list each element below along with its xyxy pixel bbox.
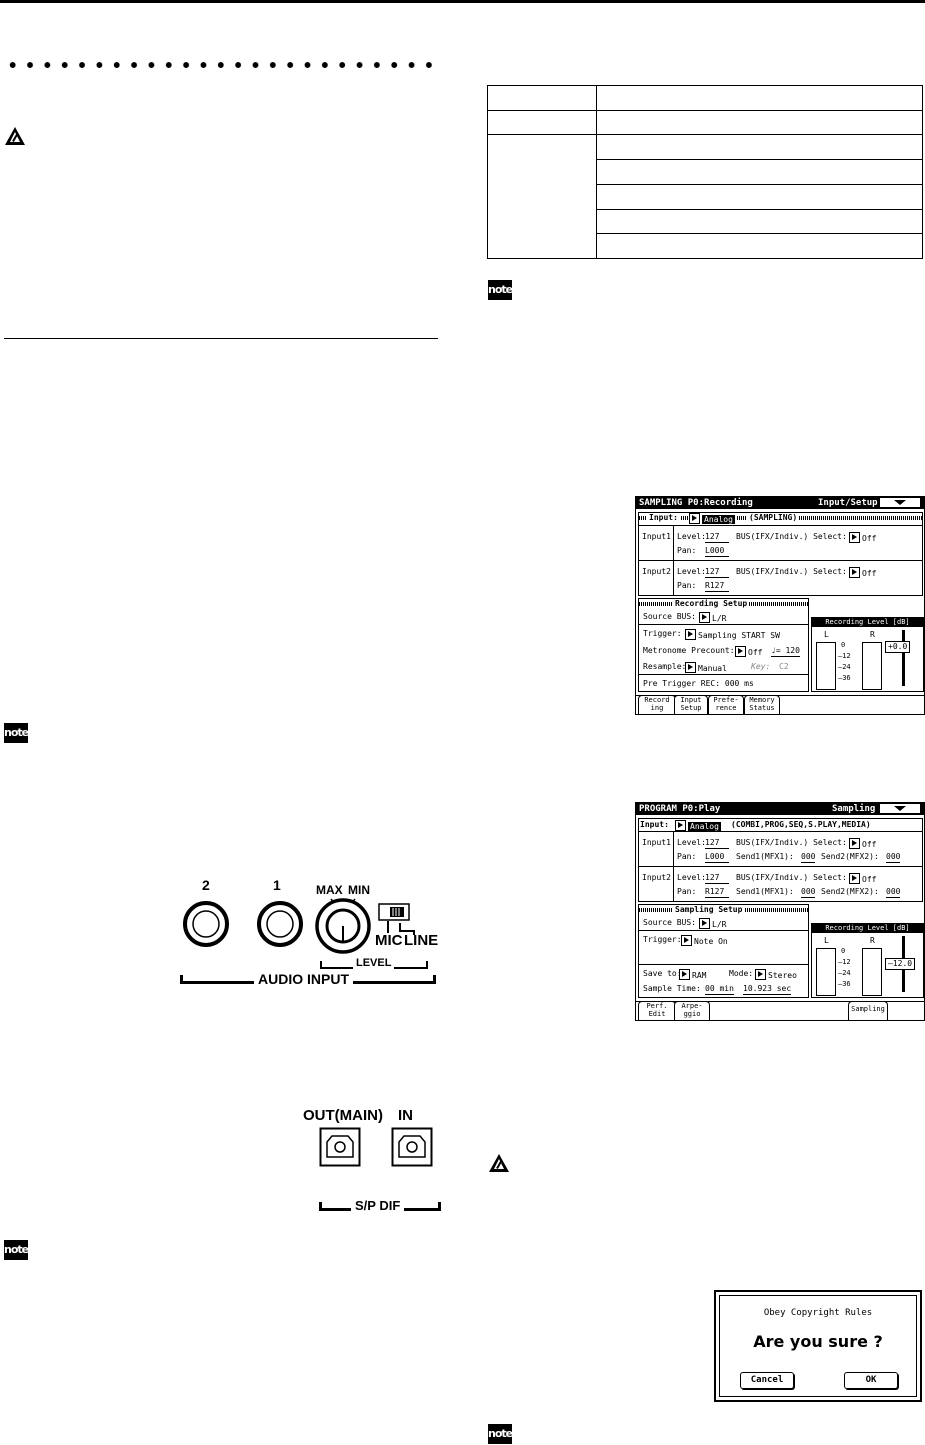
meter-scale-label: –24 [838,969,851,977]
meter-l-label: L [824,936,829,945]
meter-l-bar [816,642,836,690]
table-row [597,159,922,185]
metronome-value: Off [748,648,763,657]
meter-scale-label: –24 [838,663,851,671]
table-row [488,110,922,135]
input1-level-field[interactable]: 127 [705,838,729,849]
tab-label: Input Setup [680,696,702,712]
mode-label: Mode: [729,969,754,978]
ok-button[interactable]: OK [844,1372,898,1389]
recording-level-meter [811,923,924,998]
input1-send2-field[interactable]: 000 [886,852,901,861]
meter-r-label: R [870,630,875,639]
settings-table [487,85,923,259]
pan-label: Pan: [677,581,697,590]
tab-label: Arpe- ggio [681,1002,703,1018]
pan-label: Pan: [677,887,697,896]
screen-header [636,803,924,815]
spdif-out-port[interactable] [319,1127,361,1167]
input1-pan-field[interactable]: L000 [705,546,729,557]
dialog-title: Obey Copyright Rules [763,1308,873,1318]
pre-trigger-field[interactable]: Pre Trigger REC: 000 ms [643,679,754,688]
input2-pan-field[interactable]: R127 [705,887,729,898]
source-bus-value: L/R [712,614,727,623]
input2-pan-field[interactable]: R127 [705,581,729,592]
input2-bus-select[interactable] [849,567,876,579]
input1-pan-field[interactable]: L000 [705,852,729,863]
tab-memory-status[interactable] [744,695,780,714]
table-row [597,184,922,210]
send1-label: Send1(MFX1): [736,887,794,896]
source-bus-value: L/R [712,920,727,929]
input2-label: Input2 [642,873,671,882]
section-rule [4,338,438,339]
bus-select-label: BUS(IFX/Indiv.) Select: [736,838,847,847]
input-mode: (COMBI,PROG,SEQ,S.PLAY,MEDIA) [731,820,871,829]
note-icon: note [4,1240,28,1260]
source-bus-select[interactable] [699,918,726,930]
top-rule [0,0,925,3]
note-icon: note [488,1424,512,1444]
pan-label: Pan: [677,546,697,555]
tab-label: Perf. Edit [646,1002,668,1018]
table-row [488,86,922,111]
trigger-select[interactable] [685,629,780,641]
level-label: Level: [677,567,706,576]
mode-select[interactable] [755,969,797,981]
level-label: Level: [677,873,706,882]
spdif-label: S/P DIF [351,1198,404,1213]
sample-time-min[interactable]: 00 min [705,984,734,993]
trigger-label: Trigger: [643,935,682,944]
trigger-value: Note On [694,937,728,946]
note-icon: note [4,723,28,743]
tab-label: Record ing [644,696,670,712]
audio-input-panel [170,875,440,990]
page-menu-button[interactable] [880,498,920,507]
note-icon: note [488,280,512,300]
resample-value: Manual [698,664,727,673]
spdif-out-label: OUT(MAIN) [303,1107,383,1124]
meter-r-label: R [870,936,875,945]
setup-title: Recording Setup [675,599,748,608]
input1-level-field[interactable]: 127 [705,532,729,543]
input-value: Analog [690,822,719,831]
recording-setup-panel [638,598,809,692]
spdif-in-label: IN [398,1107,413,1124]
meter-l-label: L [824,630,829,639]
meter-scale-label: 0 [841,947,846,955]
sample-time-sec[interactable]: 10.923 sec [743,984,792,993]
tab-arpeggio[interactable] [674,1001,710,1020]
dialog-message: Are you sure ? [753,1332,883,1351]
input2-level-field[interactable]: 127 [705,567,729,578]
screen-header [636,497,924,509]
bus-select-label: BUS(IFX/Indiv.) Select: [736,873,847,882]
input2-send1-field[interactable]: 000 [801,887,816,896]
setup-title: Sampling Setup [675,905,743,914]
level-value[interactable]: +0.0 [885,641,910,653]
meter-r-bar [862,948,882,996]
input-label: Input: [640,820,669,829]
tab-sampling[interactable] [848,1001,888,1020]
meter-r-bar [862,642,882,690]
mode-value: Stereo [768,971,797,980]
tab-preference[interactable] [708,695,744,714]
key-label: Key: [751,662,771,671]
save-to-value: RAM [692,971,707,980]
confirm-dialog [714,1290,922,1402]
save-to-label: Save to: [643,969,682,978]
send2-label: Send2(MFX2): [821,852,879,861]
send1-label: Send1(MFX1): [736,852,794,861]
meter-scale-label: –36 [838,674,851,682]
meter-title: Recording Level [dB] [812,618,923,627]
table-row [597,209,922,234]
meter-l-bar [816,948,836,996]
meter-scale-label: –12 [838,652,851,660]
resample-select[interactable] [685,662,727,674]
input2-label: Input2 [642,567,671,576]
source-bus-select[interactable] [699,612,726,624]
meter-scale-label: 0 [841,641,846,649]
input-mode: (SAMPLING) [749,513,798,522]
input1-bus-select[interactable] [849,532,876,544]
program-play-screen [635,802,925,1021]
meter-title: Recording Level [dB] [812,924,923,933]
sampling-recording-screen [635,496,925,715]
mic-line-switch[interactable] [378,903,410,921]
audio-jack-1[interactable] [256,900,304,948]
input1-label: Input1 [642,532,671,541]
bus-select-label: BUS(IFX/Indiv.) Select: [736,567,847,576]
tab-label: Sampling [851,1005,885,1013]
page-name: Input/Setup [818,498,878,508]
line-label: LINE [404,932,439,949]
tab-input-setup[interactable] [674,695,708,714]
input2-level-field[interactable]: 127 [705,873,729,884]
tab-recording[interactable] [638,695,676,714]
bus-value: Off [862,569,877,578]
source-bus-label: Source BUS: [643,612,696,621]
input1-send1-field[interactable]: 000 [801,852,816,861]
caution-icon [488,1152,510,1174]
page-menu-button[interactable] [880,804,920,813]
bus-value: Off [862,875,877,884]
min-label: MIN [348,883,370,897]
max-label: MAX [316,883,343,897]
level-label: LEVEL [353,957,394,969]
meter-scale-label: –12 [838,958,851,966]
input1-label: Input1 [642,838,671,847]
spdif-panel [295,1105,440,1215]
metronome-select[interactable] [735,646,762,658]
pan-label: Pan: [677,852,697,861]
jack1-label: 1 [273,877,281,893]
meter-scale-label: –36 [838,980,851,988]
key-value: C2 [779,662,789,671]
caution-icon [4,125,26,147]
trigger-select[interactable] [681,935,728,947]
section-dot-rule [4,58,440,72]
spdif-in-port[interactable] [391,1127,433,1167]
input-value: Analog [704,515,733,524]
level-slider[interactable] [902,630,905,686]
trigger-value: Sampling START SW [698,631,780,640]
recording-level-meter [811,617,924,692]
source-bus-label: Source BUS: [643,918,696,927]
sampling-setup-panel [638,904,809,998]
tempo-field[interactable]: ♩= 120 [771,646,800,655]
bus-select-label: BUS(IFX/Indiv.) Select: [736,532,847,541]
input-select[interactable] [689,513,737,525]
resample-label: Resample: [643,662,687,671]
input2-bus-select[interactable] [849,873,876,885]
metronome-label: Metronome Precount: [643,646,735,655]
tab-label: Prefe- rence [713,696,739,712]
audio-jack-2[interactable] [182,900,230,948]
page-name: Sampling [832,804,876,814]
input1-bus-select[interactable] [849,838,876,850]
input-panel [638,512,923,596]
input2-send2-field[interactable]: 000 [886,887,901,896]
bus-value: Off [862,534,877,543]
bus-value: Off [862,840,877,849]
jack2-label: 2 [202,877,210,893]
trigger-label: Trigger: [643,629,682,638]
level-knob[interactable] [314,897,372,955]
level-label: Level: [677,838,706,847]
send2-label: Send2(MFX2): [821,887,879,896]
screen-title: SAMPLING P0:Recording [639,498,753,508]
cancel-button[interactable]: Cancel [740,1372,794,1389]
audio-input-label: AUDIO INPUT [254,971,353,987]
screen-title: PROGRAM P0:Play [639,804,721,814]
sample-time-label: Sample Time: [643,984,701,993]
tab-label: Memory Status [749,696,775,712]
save-to-select[interactable] [679,969,706,981]
input-label: Input: [649,513,678,522]
tab-perf-edit[interactable] [638,1001,676,1020]
level-label: Level: [677,532,706,541]
input-panel [638,818,923,902]
table-row [597,134,922,160]
level-value[interactable]: –12.0 [885,958,915,970]
mic-label: MIC [375,932,403,949]
